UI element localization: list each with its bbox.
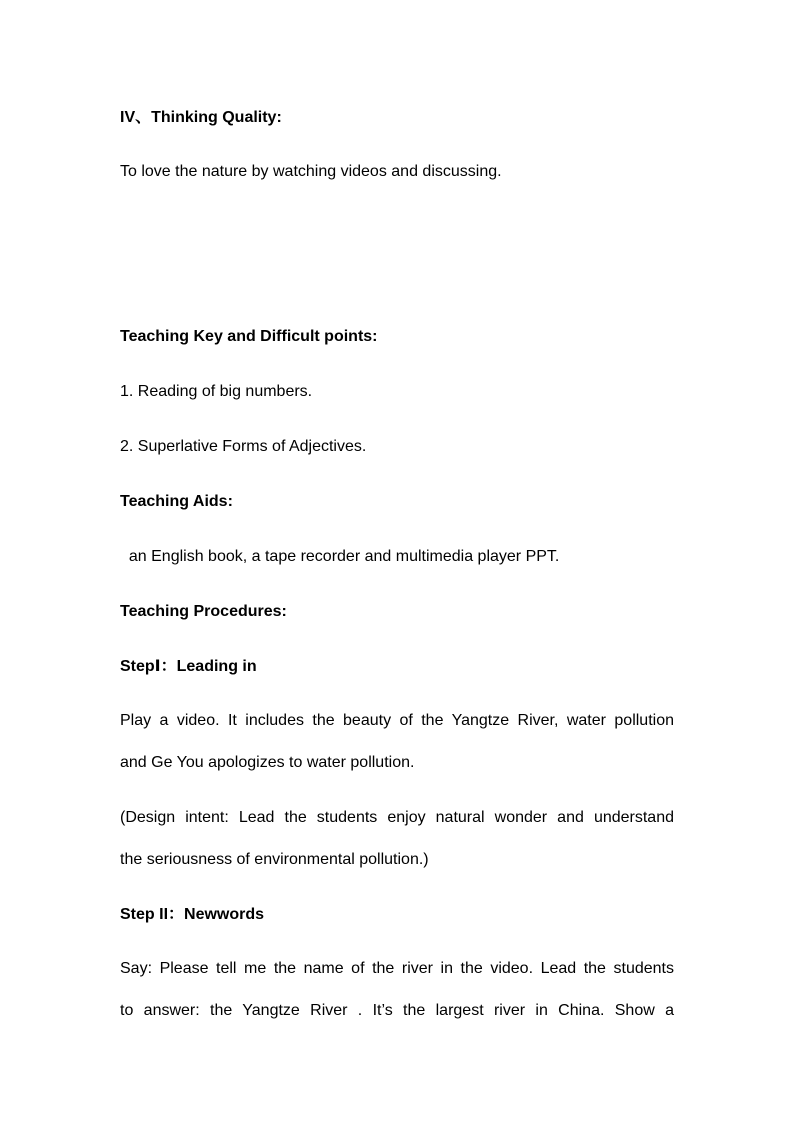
step1-intent-line: (Design intent: Lead the students enjoy natural wonder and understand bbox=[120, 809, 674, 826]
procedures-heading: Teaching Procedures: bbox=[120, 603, 287, 620]
step2-text-line: Say: Please tell me the name of the river in the video. Lead the students bbox=[120, 960, 674, 977]
step1-text-line: Play a video. It includes the beauty of the Yangtze River, water pollution bbox=[120, 712, 674, 729]
step2-text-line: to answer: the Yangtze River . It’s the largest river in China. Show a bbox=[120, 1002, 674, 1019]
step2-heading: Step II：Newwords bbox=[120, 906, 265, 923]
teaching-aids-text: an English book, a tape recorder and multimedia player PPT. bbox=[120, 548, 560, 565]
step1-intent-line: the seriousness of environmental pollution.) bbox=[120, 851, 429, 868]
thinking-quality-text: To love the nature by watching videos and discussing. bbox=[120, 163, 502, 180]
key-point-item: 2. Superlative Forms of Adjectives. bbox=[120, 438, 367, 455]
thinking-quality-heading: IV、Thinking Quality: bbox=[120, 109, 282, 126]
key-points-heading: Teaching Key and Difficult points: bbox=[120, 328, 378, 345]
step1-heading: StepⅠ：Leading in bbox=[120, 658, 257, 675]
step1-text-line: and Ge You apologizes to water pollution. bbox=[120, 754, 415, 771]
key-point-item: 1. Reading of big numbers. bbox=[120, 383, 313, 400]
teaching-aids-heading: Teaching Aids: bbox=[120, 493, 233, 510]
